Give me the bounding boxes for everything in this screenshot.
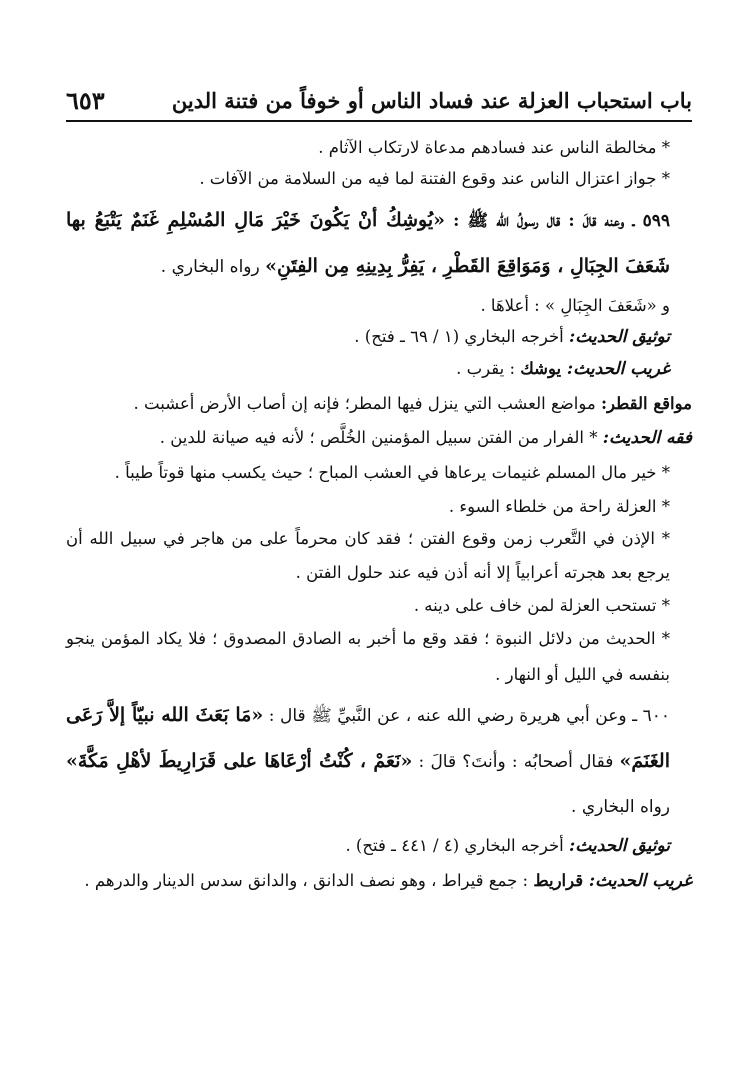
definition-text: مواضع العشب التي ينزل فيها المطر؛ فإنه إن أصاب الأرض أعشبت . xyxy=(133,394,601,413)
term: قراريط xyxy=(533,871,589,890)
hadith-intro: ٦٠٠ ـ وعن أبي هريرة رضي الله عنه ، عن النَّبيِّ ﷺ قال : xyxy=(263,706,670,726)
page-header xyxy=(66,80,692,122)
bullet-text: * الفرار من الفتن سبيل المؤمنين الخُلَّص ؛ لأنه فيه صيانة للدين . xyxy=(159,428,603,447)
bullet-point xyxy=(66,491,692,522)
section-text: : يقرب . xyxy=(456,359,521,378)
term: يوشك xyxy=(520,359,567,378)
section-label: توثيق الحديث: xyxy=(569,327,670,347)
bullet-point xyxy=(66,163,692,194)
hadith-599 xyxy=(66,198,692,290)
section-label: غريب الحديث: xyxy=(588,871,692,891)
tawthiq-section xyxy=(66,830,692,862)
fiqh-section xyxy=(66,422,692,454)
bullet-text: * الإذن في التَّعرب زمن وقوع الفتن ؛ فقد كان محرماً على من هاجر في سبيل الله أن يرجع بعد هجرته أعرابياً إلا أنه أذن فيه عند حلول الفتن . xyxy=(66,529,670,582)
gharib-section xyxy=(66,862,692,900)
hadith-text: «نَعَمْ ، كُنْتُ أرْعَاهَا على قَرَارِيطَ لأهْلِ مَكَّةَ» xyxy=(66,750,413,772)
hadith-intro: ٥٩٩ ـ وعنه قالَ : قال رسولُ الله ﷺ : xyxy=(445,211,671,231)
mawaqi-definition xyxy=(66,385,692,422)
section-label: توثيق الحديث: xyxy=(569,836,670,856)
hadith-text: «يُوشِكُ أنْ يَكُونَ خَيْرَ مَالِ المُسْلِمِ غَنَمٌ يَتْبَعُ بها شَعَفَ الجِبَالِ ، وَمَوَاقِعَ القَطْرِ ، يَفِرُّ بِدِينِهِ مِن الفِتَنِ» xyxy=(66,209,670,277)
section-text: أخرجه البخاري (٤ / ٤٤١ ـ فتح) . xyxy=(345,836,570,855)
bullet-point xyxy=(66,454,692,491)
bullet-text: * خير مال المسلم غنيمات يرعاها في العشب المباح ؛ حيث يكسب منها قوتاً طيباً . xyxy=(114,463,670,482)
bullet-point xyxy=(66,621,692,693)
tawthiq-section xyxy=(66,321,692,353)
section-text: : جمع قيراط ، وهو نصف الدانق ، والدانق سدس الدينار والدرهم . xyxy=(84,871,534,890)
definition-text: و «شَعَفَ الجِبَالِ » : أعلاهَا . xyxy=(480,296,670,315)
hadith-text: «مَا بَعَثَ الله نبيّاً إلاَّ رَعَى الغَنَمَ» xyxy=(66,704,670,772)
bullet-text: * الحديث من دلائل النبوة ؛ فقد وقع ما أخبر به الصادق المصدوق ؛ فلا يكاد المؤمن ينجو بنفسه في الليل أو النهار . xyxy=(66,629,670,684)
page-body xyxy=(66,132,692,900)
gharib-section xyxy=(66,353,692,385)
section-label: فقه الحديث: xyxy=(602,428,692,448)
section-text: أخرجه البخاري (١ / ٦٩ ـ فتح) . xyxy=(354,327,570,346)
hadith-source: رواه البخاري . xyxy=(160,257,266,277)
page-number: ٦٥٣ xyxy=(66,86,105,115)
bullet-text: * العزلة راحة من خلطاء السوء . xyxy=(448,497,670,516)
hadith-connector: فقال أصحابُه : وأنتَ؟ قالَ : xyxy=(412,752,620,772)
definition xyxy=(66,290,692,321)
chapter-title: باب استحباب العزلة عند فساد الناس أو خوفاً من فتنة الدين xyxy=(171,88,692,113)
section-label: غريب الحديث: xyxy=(566,359,670,379)
hadith-600 xyxy=(66,693,692,830)
bullet-text: * تستحب العزلة لمن خاف على دينه . xyxy=(413,596,670,615)
hadith-source: رواه البخاري . xyxy=(571,797,670,817)
bullet-point xyxy=(66,132,692,163)
bullet-text: * جواز اعتزال الناس عند وقوع الفتنة لما فيه من السلامة من الآفات . xyxy=(199,169,670,188)
bullet-point xyxy=(66,522,692,590)
bullet-text: * مخالطة الناس عند فسادهم مدعاة لارتكاب الآثام . xyxy=(318,138,670,157)
term: مواقع القطر: xyxy=(600,394,692,413)
bullet-point xyxy=(66,590,692,621)
